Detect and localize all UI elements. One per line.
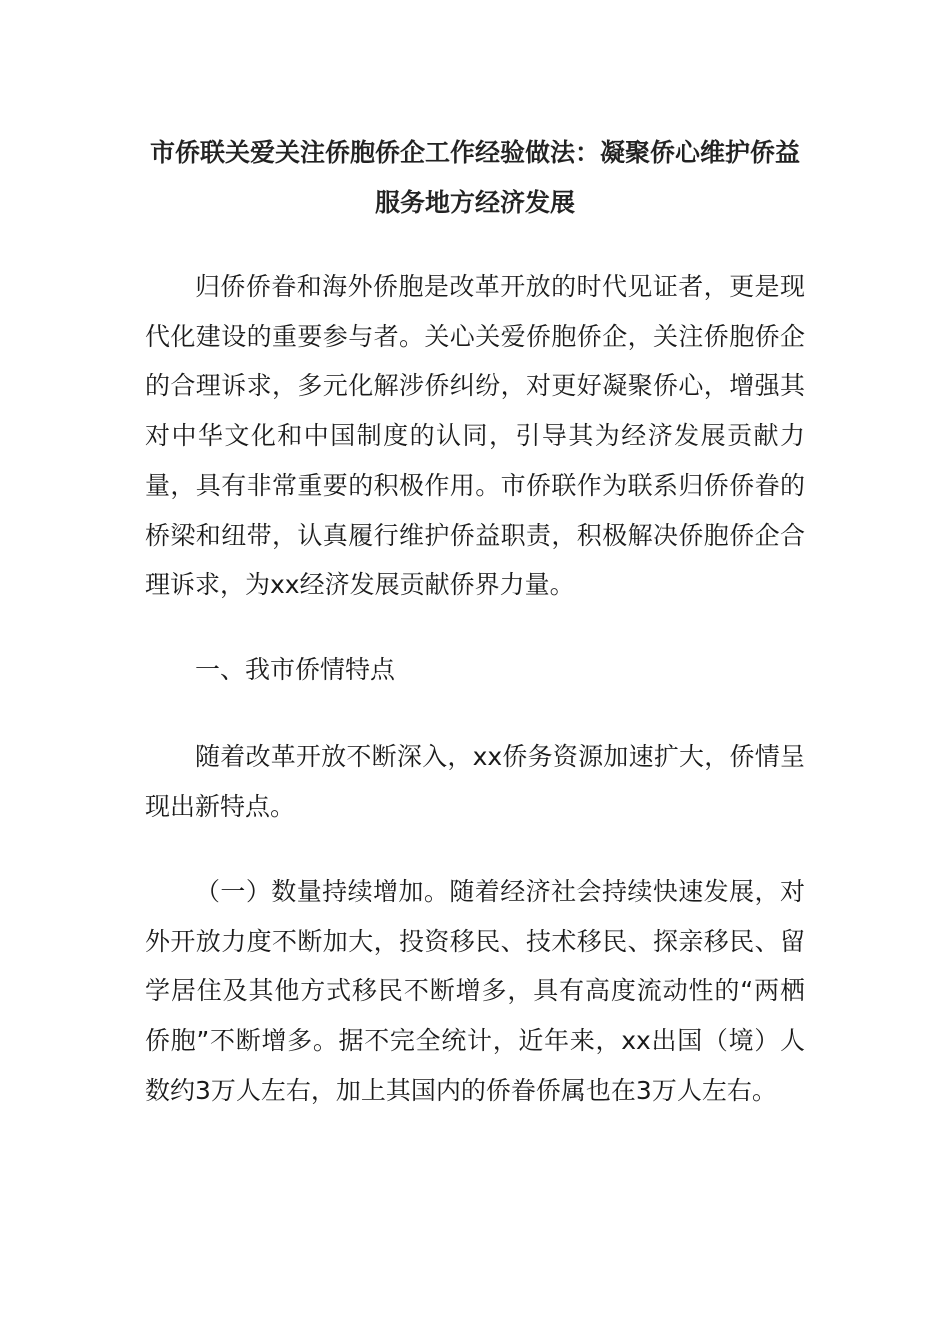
section-heading: 一、我市侨情特点 [195,655,396,684]
document-title: 市侨联关爱关注侨胞侨企工作经验做法：凝聚侨心维护侨益服务地方经济发展 [149,138,800,217]
section-intro-paragraph: 随着改革开放不断深入，xx侨务资源加速扩大，侨情呈现出新特点。 [145,742,805,821]
section-item-paragraph: （一）数量持续增加。随着经济社会持续快速发展，对外开放力度不断加大，投资移民、技术移民、探亲移民、留学居住及其他方式移民不断增多，具有高度流动性的“两栖侨胞”不断增多。据不完全统计，近年来，xx出国（境）人数约3万人左右，加上其国内的侨眷侨属也在3万人左右。 [145,877,805,1105]
intro-paragraph: 归侨侨眷和海外侨胞是改革开放的时代见证者，更是现代化建设的重要参与者。关心关爱侨胞侨企，关注侨胞侨企的合理诉求，多元化解涉侨纠纷，对更好凝聚侨心，增强其对中华文化和中国制度的认同，引导其为经济发展贡献力量，具有非常重要的积极作用。市侨联作为联系归侨侨眷的桥梁和纽带，认真履行维护侨益职责，积极解决侨胞侨企合理诉求，为xx经济发展贡献侨界力量。 [145,272,805,600]
